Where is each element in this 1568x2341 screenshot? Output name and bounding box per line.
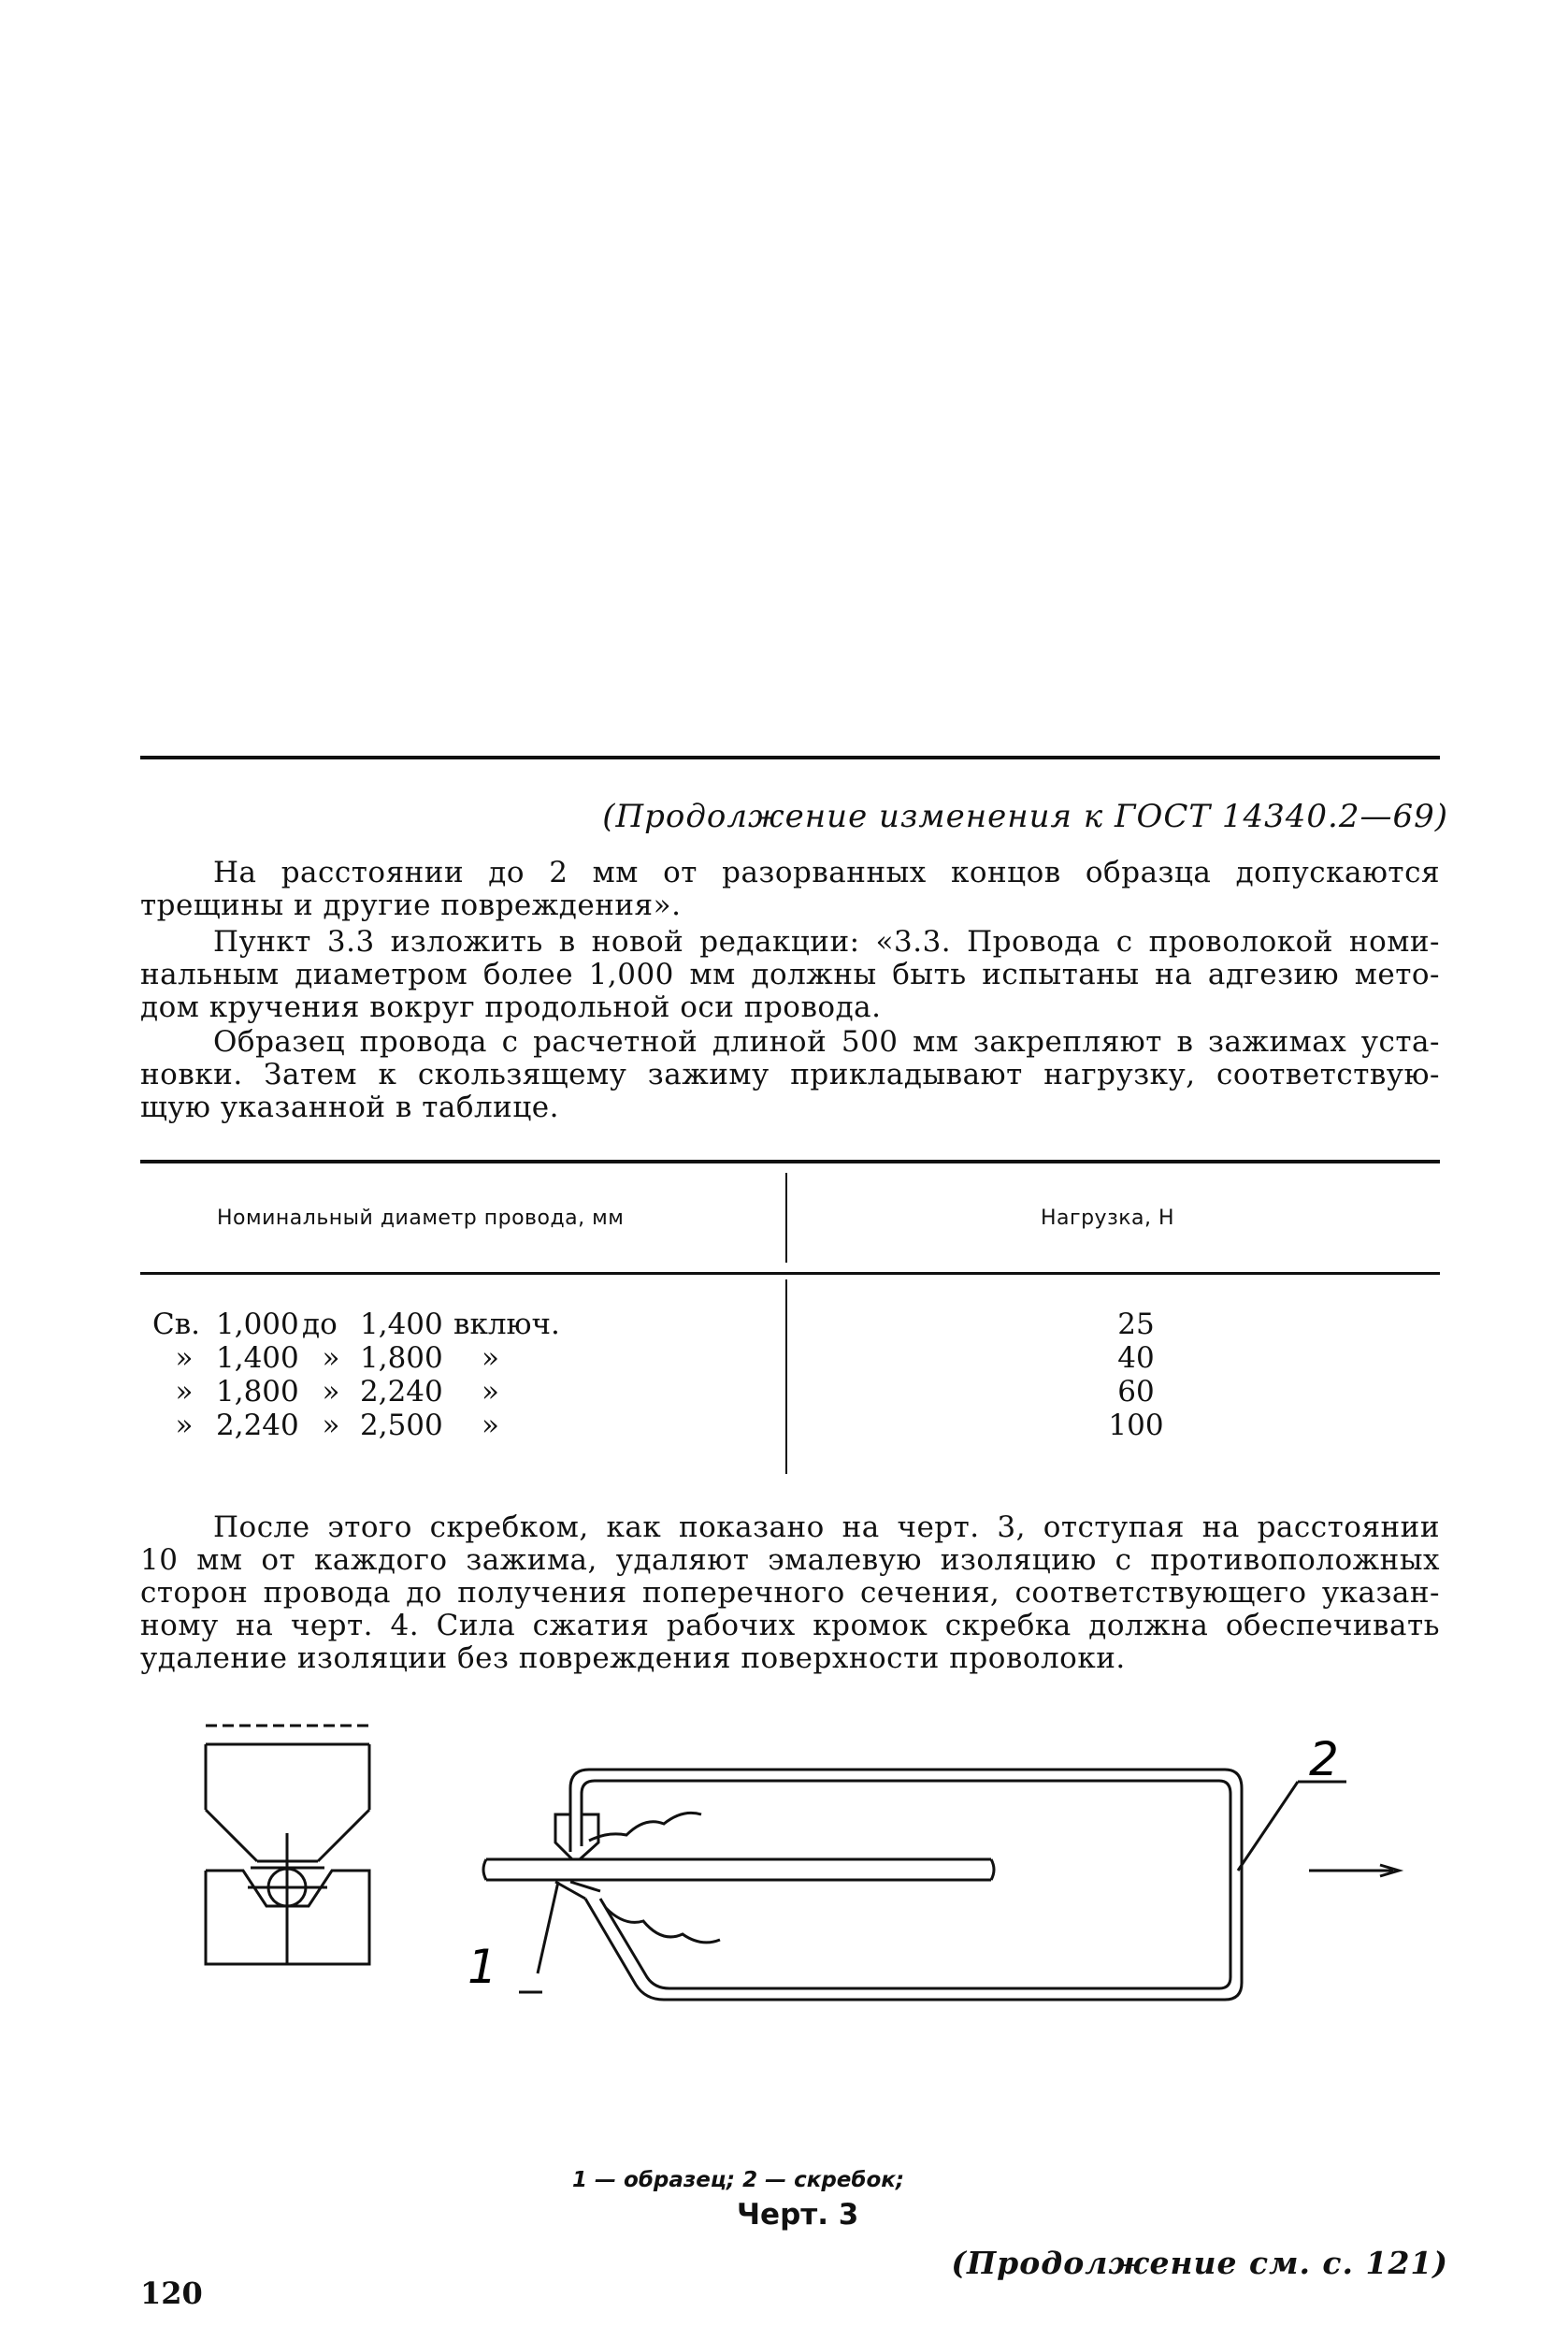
table-row: [152, 1341, 639, 1375]
table-cell: »: [322, 1409, 340, 1442]
table-cell: 1,800: [216, 1375, 299, 1409]
table-header-load: Нагрузка, Н: [1041, 1207, 1175, 1230]
table-cell: 1,400: [216, 1341, 299, 1375]
table-cell: »: [322, 1375, 340, 1409]
table-cell: »: [175, 1375, 194, 1409]
table-cell: 1,400: [360, 1308, 443, 1341]
paragraph-line: ному на черт. 4. Сила сжатия рабочих кромок скребка должна обеспечивать: [140, 1609, 1440, 1642]
paragraph-line: На расстоянии до 2 мм от разорванных концов образца допускаются: [213, 856, 1440, 889]
table-cell: 1,000: [216, 1308, 299, 1341]
table-column-divider: [785, 1279, 787, 1474]
table-cell: 2,500: [360, 1409, 443, 1442]
continuation-footer: (Продолжение см. с. 121): [951, 2245, 1448, 2281]
paragraph-1: [140, 857, 1440, 922]
table-cell: »: [482, 1341, 499, 1375]
figure-3-drawing: [140, 1683, 1440, 2114]
paragraph-line: удаление изоляции без повреждения поверхности проволоки.: [140, 1641, 1126, 1675]
table-column-divider: [785, 1173, 787, 1263]
table-top-rule: [140, 1160, 1440, 1163]
table-diameter-column: [152, 1308, 639, 1442]
paragraph-line: 10 мм от каждого зажима, удаляют эмалевую изоляцию с противоположных: [140, 1543, 1440, 1577]
paragraph-line: дом кручения вокруг продольной оси провода.: [140, 990, 882, 1024]
paragraph-line: Образец провода с расчетной длиной 500 мм закрепляют в зажимах уста-: [213, 1025, 1440, 1059]
table-row: [152, 1308, 639, 1341]
table-cell: 60: [1117, 1375, 1155, 1409]
table-load-column: [1075, 1308, 1197, 1442]
paragraph-3: [140, 1026, 1440, 1124]
table-cell: »: [482, 1375, 499, 1409]
paragraph-line: новки. Затем к скользящему зажиму прикладывают нагрузку, соответствую-: [140, 1058, 1440, 1091]
table-cell: »: [482, 1409, 499, 1442]
continuation-header: (Продолжение изменения к ГОСТ 14340.2—69): [602, 798, 1448, 835]
cross-section-view: [206, 1726, 369, 1964]
paragraph-line: Пункт 3.3 изложить в новой редакции: «3.3. Провода с проволокой номи-: [213, 925, 1440, 959]
figure-label-2: 2: [1309, 1732, 1339, 1786]
table-cell: 2,240: [360, 1375, 443, 1409]
paragraph-line: нальным диаметром более 1,000 мм должны быть испытаны на адгезию мето-: [140, 958, 1440, 991]
table-cell: »: [175, 1341, 194, 1375]
table-header-rule: [140, 1272, 1440, 1275]
figure-legend: 1 — образец; 2 — скребок;: [572, 2168, 905, 2192]
paragraph-line: трещины и другие повреждения».: [140, 889, 682, 922]
table-cell: 25: [1117, 1308, 1155, 1341]
paragraph-line: сторон провода до получения поперечного сечения, соответствующего указан-: [140, 1576, 1440, 1610]
table-cell: »: [175, 1409, 194, 1442]
table-row: [152, 1375, 639, 1409]
table-cell: 100: [1108, 1409, 1164, 1442]
paragraph-line: щую указанной в таблице.: [140, 1091, 559, 1124]
table-cell: до: [302, 1308, 338, 1341]
table-cell: включ.: [453, 1308, 560, 1341]
table-cell: Св.: [152, 1308, 201, 1341]
paragraph-2: [140, 926, 1440, 1024]
figure-label-1: 1: [468, 1940, 497, 1994]
table-cell: 1,800: [360, 1341, 443, 1375]
page-number: 120: [140, 2276, 203, 2311]
top-rule: [140, 756, 1440, 759]
scraper-view: [483, 1770, 1399, 2000]
table-cell: 40: [1117, 1341, 1155, 1375]
table-header-diameter: Номинальный диаметр провода, мм: [217, 1207, 625, 1230]
paragraph-4: [140, 1511, 1440, 1675]
table-cell: »: [322, 1341, 340, 1375]
table-row: [152, 1409, 639, 1442]
figure-title: Черт. 3: [737, 2198, 859, 2232]
paragraph-line: После этого скребком, как показано на черт. 3, отступая на расстоянии: [213, 1510, 1440, 1544]
table-cell: 2,240: [216, 1409, 299, 1442]
